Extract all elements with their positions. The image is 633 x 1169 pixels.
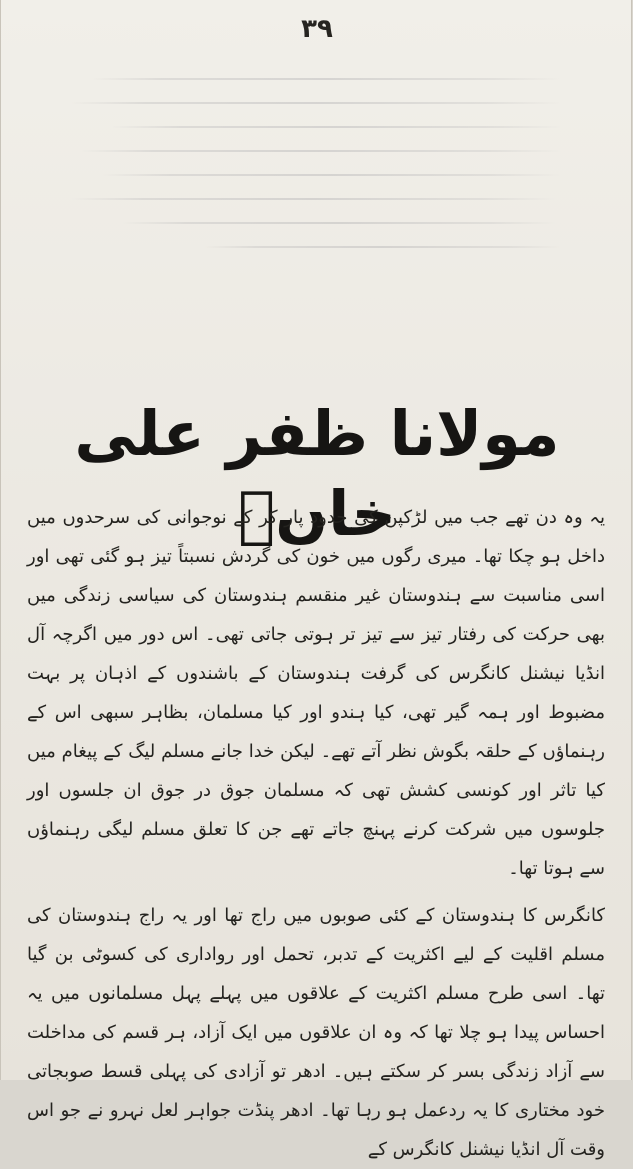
paragraph-1: یہ وہ دن تھے جب میں لڑکپن کی حدود پار کر کے نوجوانی کی سرحدوں میں داخل ہو چکا تھا۔ میری رگوں میں خون کی گردش نسبتاً تیز ہو گئی تھی اور اسی مناسبت سے ہندوستان غیر منقسم ہندوستان کی سیاسی زندگی میں بھی حرکت کی رفتار تیز سے تیز تر ہوتی جاتی تھی۔ اس دور میں اگرچہ آل انڈیا نیشنل کانگرس کی گرفت ہندوستان کے باشندوں کے اذہان پر بہت مضبوط اور ہمہ گیر تھی، کیا ہندو اور کیا مسلمان، بظاہر سبھی اس کے رہنماؤں کے حلقہ بگوش نظر آتے تھے۔ لیکن خدا جانے مسلم لیگ کے پیغام میں کیا تاثر اور کونسی کشش تھی کہ مسلمان جوق در جوق ان جلسوں اور جلوسوں میں شرکت کرنے پہنچ جاتے تھے جن کا تعلق مسلم لیگی رہنماؤں سے ہوتا تھا۔ [27,507,605,879]
ghost-line [91,78,560,80]
ghost-line [71,198,556,200]
ghost-line [81,150,560,152]
paragraph-2: کانگرس کا ہندوستان کے کئی صوبوں میں راج تھا اور یہ راج ہندوستان کی مسلم اقلیت کے لیے اکثریت کے تدبر، تحمل اور رواداری کی کسوٹی بن گیا تھا۔ اسی طرح مسلم اکثریت کے علاقوں میں پہلے پہل مسلمانوں میں یہ احساس پیدا ہو چلا تھا کہ وہ ان علاقوں میں ایک آزاد، ہر قسم کی مداخلت سے آزاد زندگی بسر کر سکتے ہیں۔ ادھر تو آزادی کی پہلی قسط صوبجاتی خود مختاری کا یہ ردعمل ہو رہا تھا۔ ادھر پنڈت جواہر لعل نہرو نے جو اس وقت آل انڈیا نیشنل کانگرس کے [27,905,605,1160]
ghost-line [112,126,561,128]
ghost-line [102,174,561,176]
ghost-line [71,102,561,104]
page-number: ۳۹ [301,14,333,44]
chapter-title: مولانا ظفر علی خاںؒ [74,396,560,551]
ghost-line [204,246,561,248]
body-text [27,498,605,1169]
ghost-line [122,222,556,224]
show-through-text [71,78,581,328]
